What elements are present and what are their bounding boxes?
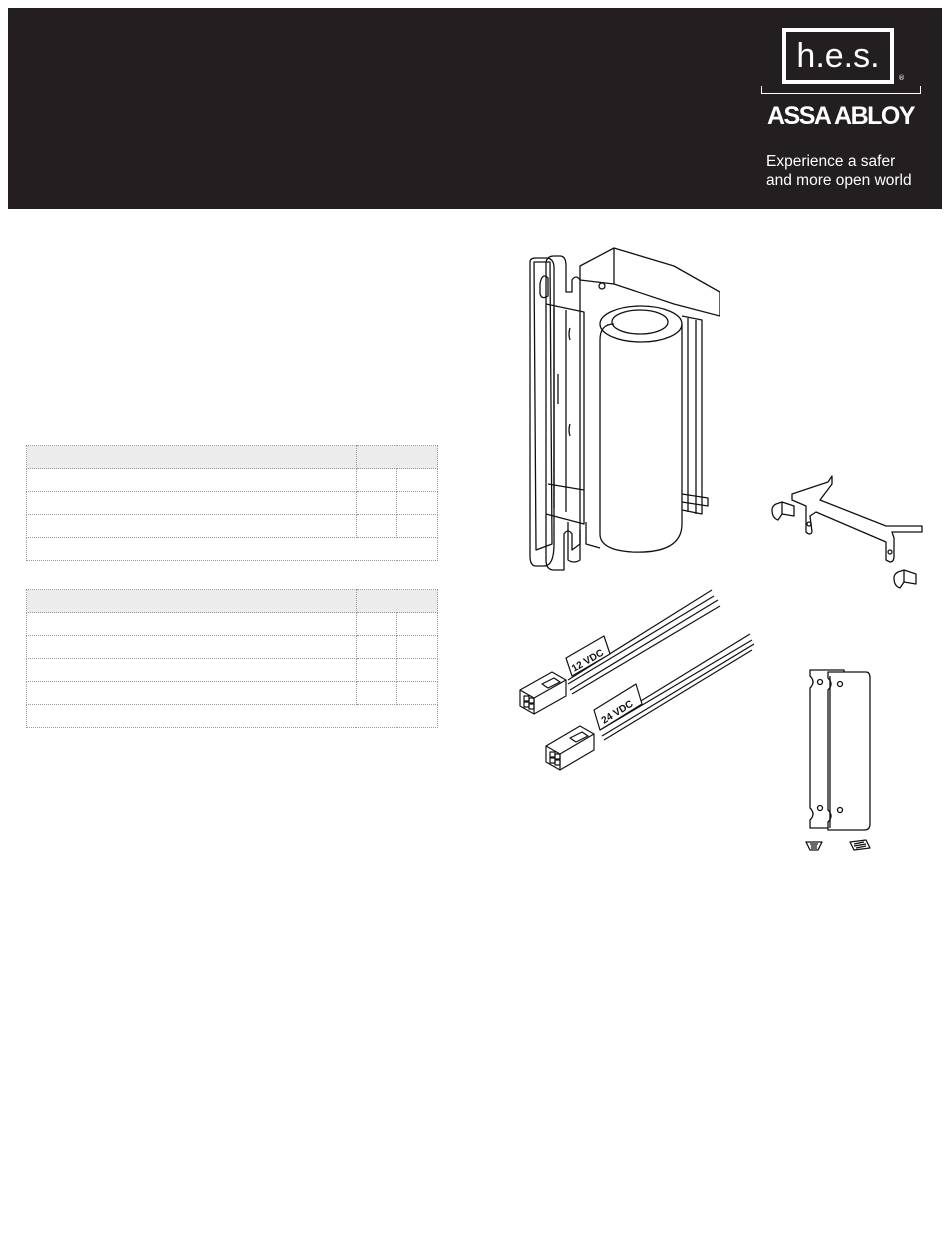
table-cell: [27, 682, 357, 705]
registered-mark: ®: [898, 74, 905, 82]
table-footer-row: [27, 538, 438, 561]
brand-name: ASSA ABLOY: [767, 102, 915, 130]
harness-label-24v: 24 VDC: [599, 698, 636, 727]
hes-logo: [782, 28, 894, 84]
table-cell: [356, 613, 397, 636]
table-footer-row: [27, 705, 438, 728]
table-header-cell: [27, 446, 357, 469]
tagline-line-1: Experience a safer: [766, 153, 896, 170]
shim-plates-illustration: [800, 664, 882, 856]
table-cell: [27, 636, 357, 659]
table-cell: [356, 469, 397, 492]
table-row: [27, 636, 438, 659]
table-cell: [397, 636, 438, 659]
table-cell: [356, 682, 397, 705]
table-cell: [27, 515, 357, 538]
hes-logo-text: h.e.s.: [796, 37, 880, 75]
table-row: [27, 682, 438, 705]
table-header-row: [27, 590, 438, 613]
table-cell: [356, 636, 397, 659]
parts-table-2: [26, 589, 438, 728]
wire-harness-illustration: [514, 584, 754, 776]
tagline: [766, 152, 912, 190]
table-footer-cell: [27, 705, 438, 728]
table-header-row: [27, 446, 438, 469]
table-cell: [27, 659, 357, 682]
table-cell: [397, 682, 438, 705]
table-cell: [397, 492, 438, 515]
table-header-cell: [356, 446, 437, 469]
table-cell: [356, 659, 397, 682]
table-row: [27, 492, 438, 515]
table-row: [27, 659, 438, 682]
table-cell: [397, 613, 438, 636]
table-cell: [27, 613, 357, 636]
table-row: [27, 515, 438, 538]
table-header-cell: [27, 590, 357, 613]
electric-strike-illustration: [524, 244, 720, 572]
table-cell: [397, 515, 438, 538]
table-footer-cell: [27, 538, 438, 561]
harness-label-12v: 12 VDC: [570, 647, 606, 675]
table-cell: [27, 492, 357, 515]
table-row: [27, 469, 438, 492]
table-cell: [356, 492, 397, 515]
table-cell: [27, 469, 357, 492]
bracket-illustration: [766, 472, 926, 596]
table-cell: [397, 469, 438, 492]
table-row: [27, 613, 438, 636]
table-cell: [397, 659, 438, 682]
logo-bracket: [761, 86, 921, 94]
parts-table-1: [26, 445, 438, 561]
tagline-line-2: and more open world: [766, 172, 912, 189]
table-cell: [356, 515, 397, 538]
table-header-cell: [356, 590, 437, 613]
